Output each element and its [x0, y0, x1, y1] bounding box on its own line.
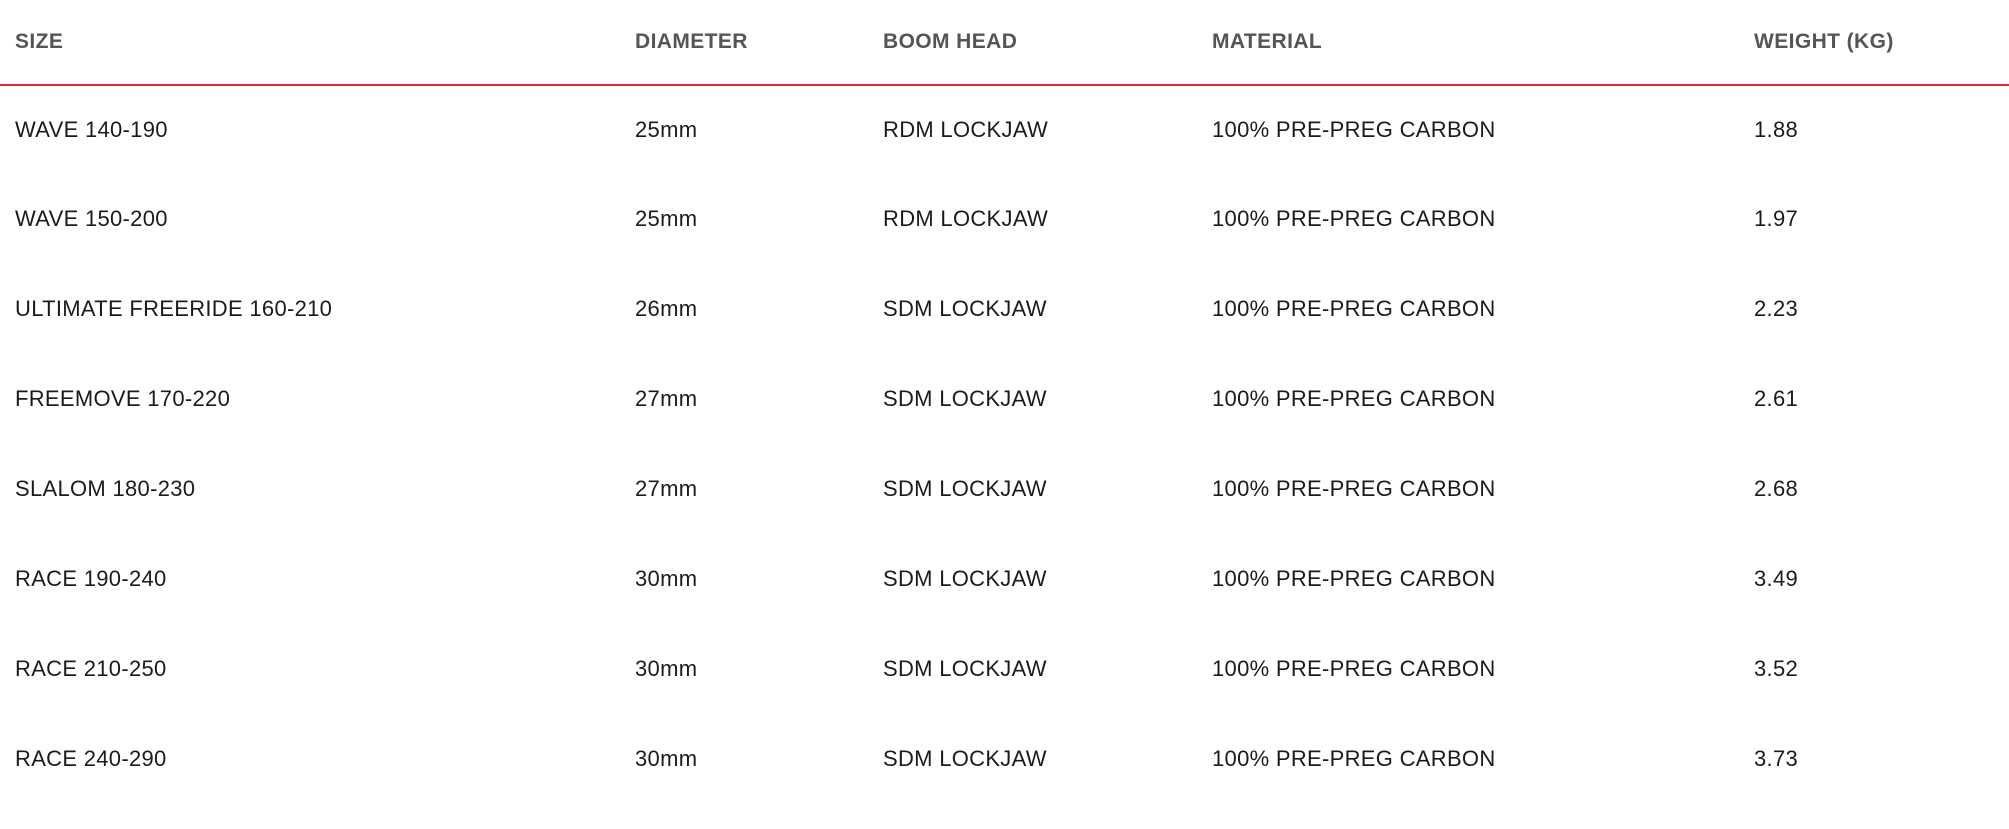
cell-diameter: 27mm	[635, 476, 698, 501]
cell-weight: 2.61	[1754, 386, 1799, 411]
cell-weight: 1.88	[1754, 117, 1799, 142]
cell-diameter: 30mm	[635, 746, 698, 771]
cell-diameter: 25mm	[635, 206, 698, 231]
column-header-size: SIZE	[0, 0, 620, 85]
cell-size: WAVE 140-190	[15, 117, 168, 142]
cell-size: WAVE 150-200	[15, 206, 168, 231]
table-row	[0, 624, 2009, 714]
cell-boom-head: SDM LOCKJAW	[883, 296, 1047, 321]
cell-material: 100% PRE-PREG CARBON	[1212, 566, 1496, 591]
cell-size: SLALOM 180-230	[15, 476, 196, 501]
table-row	[0, 534, 2009, 624]
cell-weight: 3.52	[1754, 656, 1799, 681]
cell-weight: 3.73	[1754, 746, 1799, 771]
cell-size: RACE 210-250	[15, 656, 167, 681]
cell-boom-head: SDM LOCKJAW	[883, 476, 1047, 501]
cell-boom-head: SDM LOCKJAW	[883, 656, 1047, 681]
table-header	[0, 0, 2009, 85]
cell-size: FREEMOVE 170-220	[15, 386, 231, 411]
cell-material: 100% PRE-PREG CARBON	[1212, 117, 1496, 142]
cell-boom-head: SDM LOCKJAW	[883, 386, 1047, 411]
cell-weight: 3.49	[1754, 566, 1799, 591]
cell-size: ULTIMATE FREERIDE 160-210	[15, 296, 333, 321]
cell-diameter: 26mm	[635, 296, 698, 321]
table-row	[0, 85, 2009, 174]
cell-diameter: 30mm	[635, 566, 698, 591]
cell-size: RACE 240-290	[15, 746, 167, 771]
cell-boom-head: RDM LOCKJAW	[883, 206, 1049, 231]
cell-boom-head: SDM LOCKJAW	[883, 566, 1047, 591]
column-header-material: MATERIAL	[1197, 0, 1739, 85]
cell-weight: 2.23	[1754, 296, 1799, 321]
cell-material: 100% PRE-PREG CARBON	[1212, 206, 1496, 231]
cell-diameter: 25mm	[635, 117, 698, 142]
cell-material: 100% PRE-PREG CARBON	[1212, 386, 1496, 411]
table-row	[0, 354, 2009, 444]
column-header-diameter: DIAMETER	[620, 0, 868, 85]
cell-boom-head: SDM LOCKJAW	[883, 746, 1047, 771]
cell-boom-head: RDM LOCKJAW	[883, 117, 1049, 142]
cell-weight: 1.97	[1754, 206, 1799, 231]
table-row	[0, 174, 2009, 264]
cell-material: 100% PRE-PREG CARBON	[1212, 296, 1496, 321]
column-header-boom-head: BOOM HEAD	[868, 0, 1197, 85]
table-row	[0, 714, 2009, 804]
column-header-weight: WEIGHT (KG)	[1739, 0, 2009, 85]
cell-material: 100% PRE-PREG CARBON	[1212, 476, 1496, 501]
cell-size: RACE 190-240	[15, 566, 167, 591]
table-body	[0, 85, 2009, 804]
cell-diameter: 30mm	[635, 656, 698, 681]
cell-material: 100% PRE-PREG CARBON	[1212, 746, 1496, 771]
cell-diameter: 27mm	[635, 386, 698, 411]
header-row	[0, 0, 2009, 85]
cell-weight: 2.68	[1754, 476, 1799, 501]
table-row	[0, 264, 2009, 354]
cell-material: 100% PRE-PREG CARBON	[1212, 656, 1496, 681]
table-row	[0, 444, 2009, 534]
